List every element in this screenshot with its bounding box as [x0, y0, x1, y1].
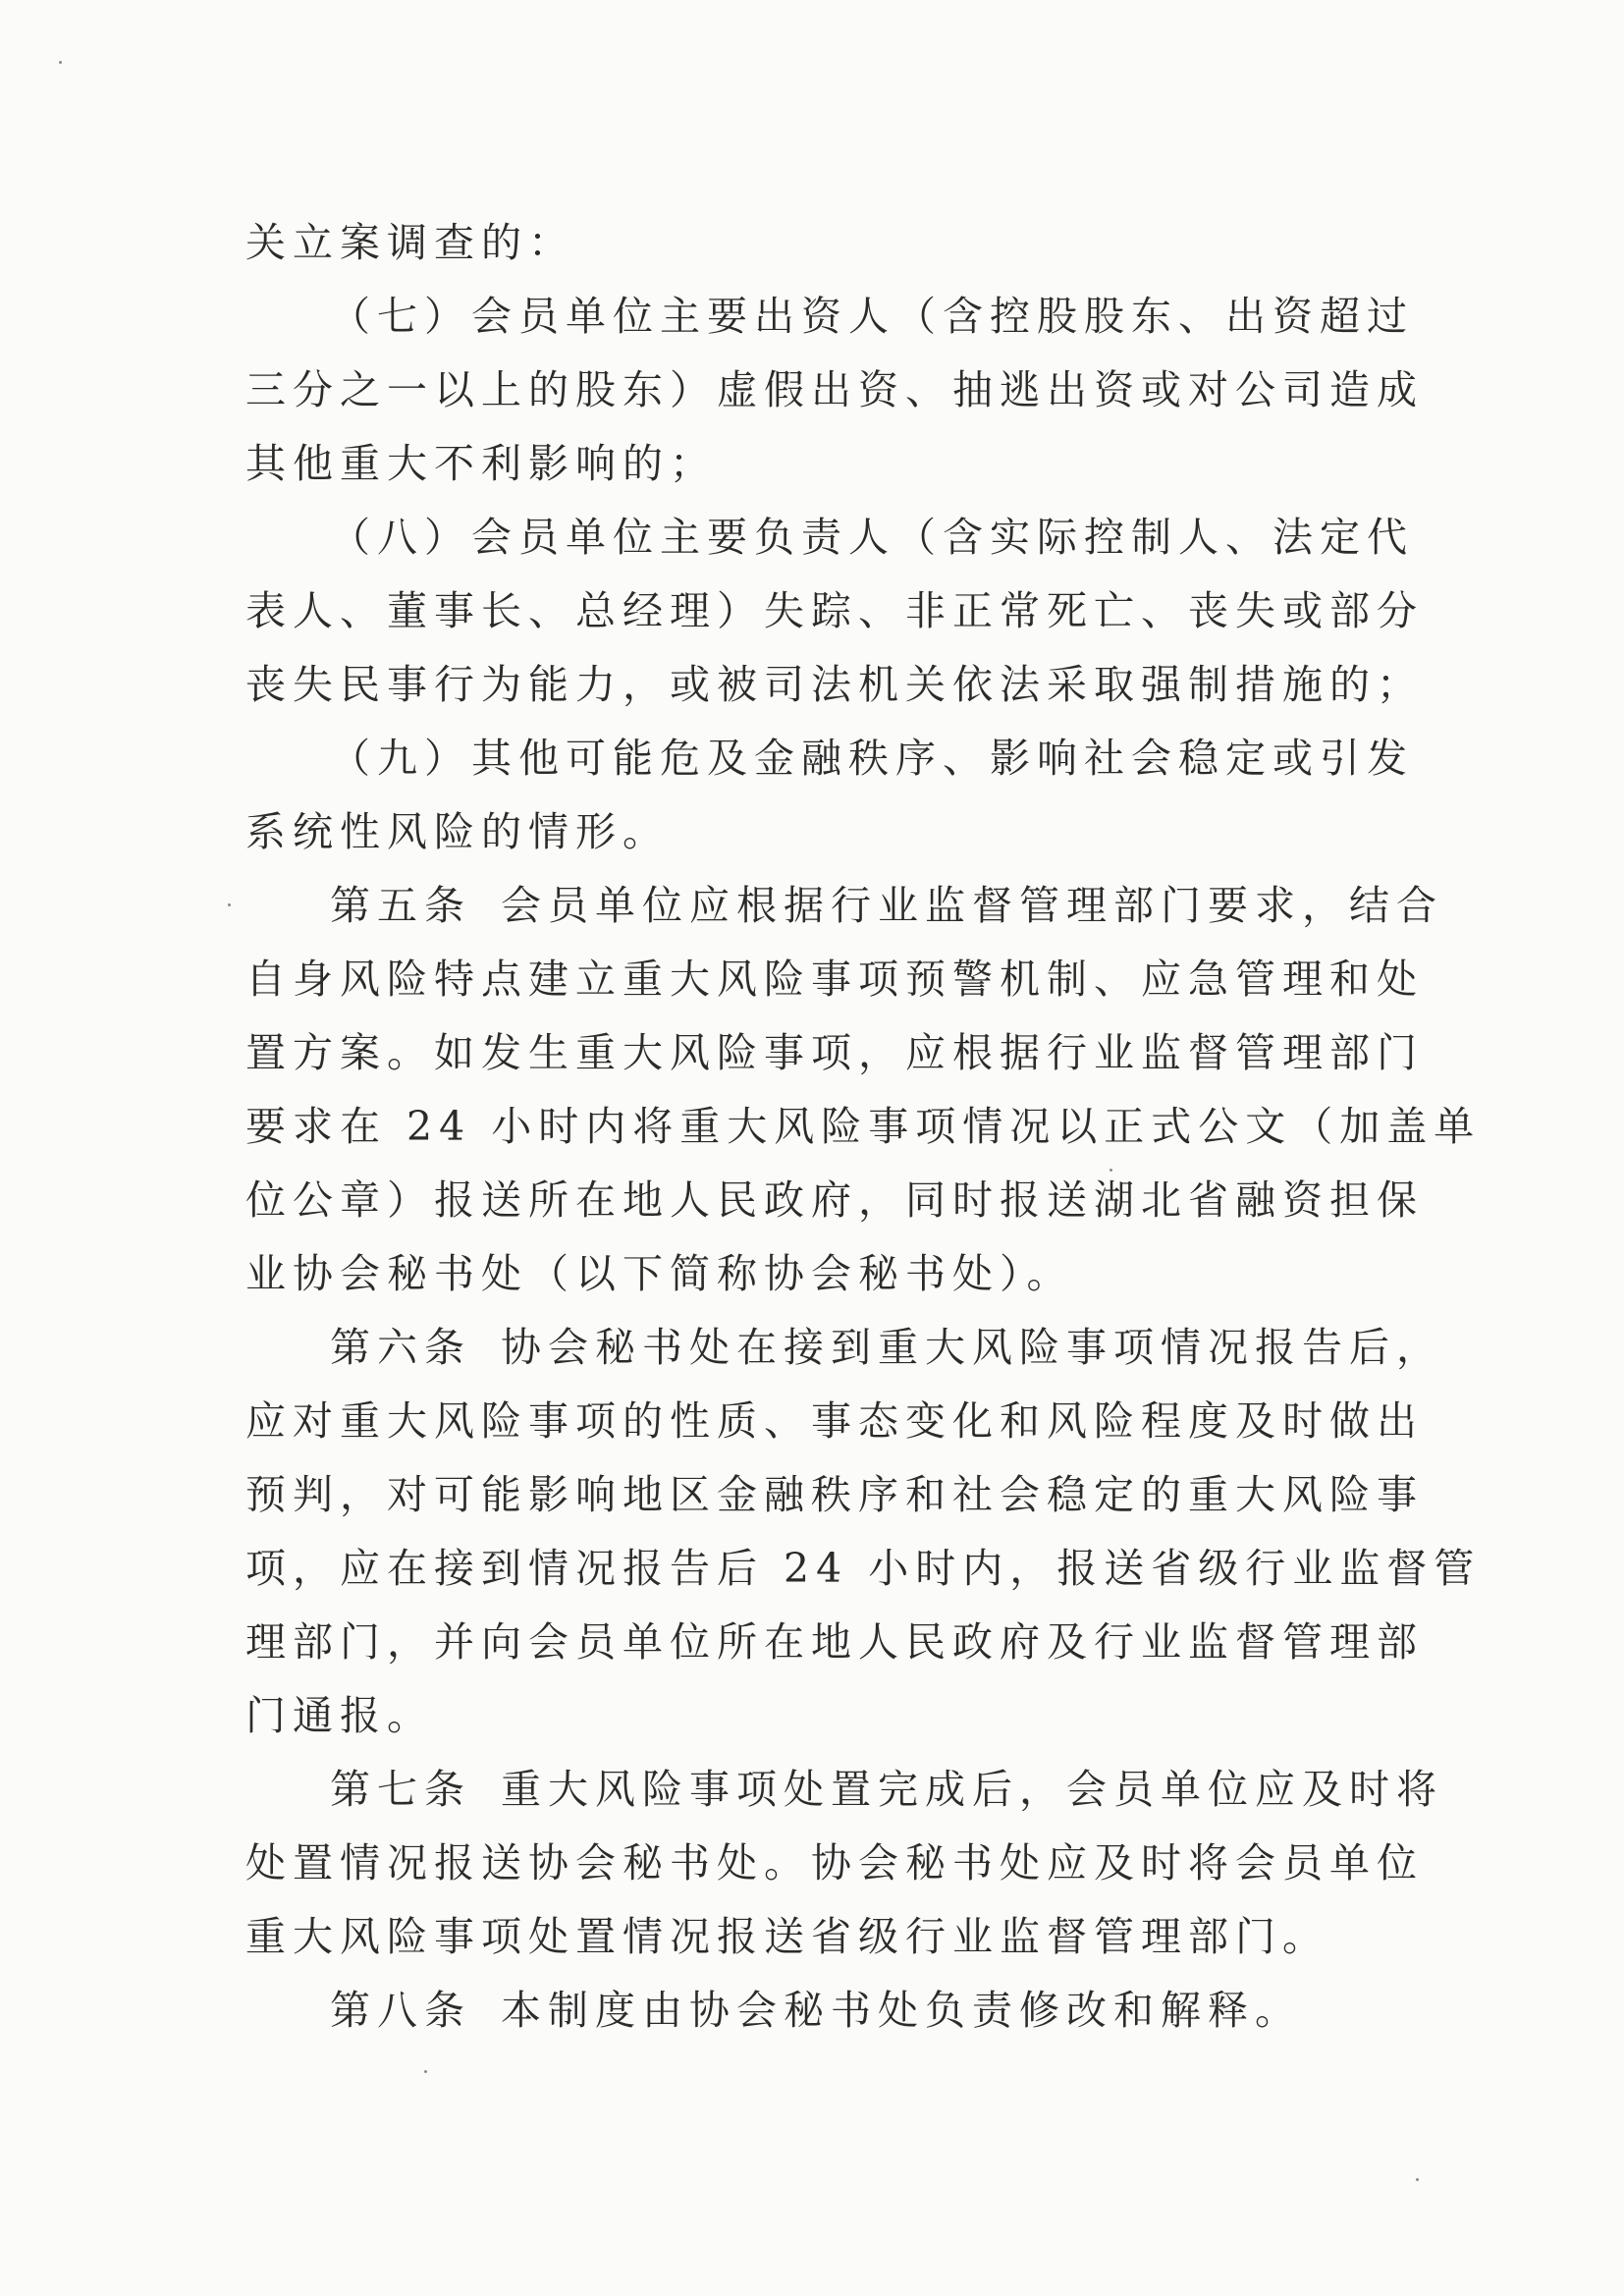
list-item-7 — [245, 280, 1424, 501]
text-line: 三分之一以上的股东）虚假出资、抽逃出资或对公司造成 — [245, 366, 1424, 413]
scan-speck — [1416, 2178, 1419, 2181]
article-first-line — [245, 869, 1443, 943]
article-first-line — [245, 1753, 1443, 1827]
text-line: 丧失民事行为能力，或被司法机关依法采取强制措施的； — [245, 661, 1424, 708]
text-line: 位公章）报送所在地人民政府，同时报送湖北省融资担保 — [245, 1176, 1424, 1224]
text-line: 重大风险事项处置情况报送省级行业监督管理部门。 — [245, 1913, 1329, 1960]
list-item-8 — [245, 501, 1424, 722]
text-line: 关立案调查的： — [245, 219, 575, 266]
text-line: 理部门，并向会员单位所在地人民政府及行业监督管理部 — [245, 1618, 1424, 1666]
article-first-line — [245, 1311, 1443, 1385]
text-segment: 会员单位应根据行业监督管理部门要求，结合 — [501, 882, 1443, 929]
text-line: （七）会员单位主要出资人（含控股股东、出资超过 — [330, 293, 1414, 340]
text-segment: 本制度由协会秘书处负责修改和解释。 — [501, 1987, 1302, 2034]
text-line: 系统性风险的情形。 — [245, 808, 670, 855]
text-line: 要求在 24 小时内将重大风险事项情况以正式公文（加盖单 — [245, 1103, 1482, 1150]
text-line: （九）其他可能危及金融秩序、影响社会稳定或引发 — [330, 735, 1414, 782]
document-body — [245, 206, 1482, 2048]
text-line: 预判，对可能影响地区金融秩序和社会稳定的重大风险事 — [245, 1471, 1424, 1518]
scan-speck — [1110, 1169, 1112, 1172]
article-number: 第六条 — [330, 1324, 471, 1371]
scan-speck — [228, 903, 231, 906]
text-line: 应对重大风险事项的性质、事态变化和风险程度及时做出 — [245, 1397, 1424, 1445]
article-7 — [245, 1753, 1443, 1974]
text-line: 项，应在接到情况报告后 24 小时内，报送省级行业监督管 — [245, 1545, 1482, 1592]
text-line: 门通报。 — [245, 1692, 434, 1739]
text-line: 处置情况报送协会秘书处。协会秘书处应及时将会员单位 — [245, 1839, 1424, 1886]
text-line: 其他重大不利影响的； — [245, 440, 717, 487]
scan-speck — [424, 2070, 427, 2073]
article-6 — [245, 1311, 1482, 1753]
text-line: （八）会员单位主要负责人（含实际控制人、法定代 — [330, 514, 1414, 561]
article-first-line — [245, 1974, 1355, 2048]
article-number: 第七条 — [330, 1766, 471, 1813]
article-8 — [245, 1974, 1355, 2048]
text-line: 表人、董事长、总经理）失踪、非正常死亡、丧失或部分 — [245, 587, 1424, 634]
continuation-paragraph — [245, 206, 1355, 280]
text-segment: 重大风险事项处置完成后，会员单位应及时将 — [501, 1766, 1443, 1813]
list-item-9 — [245, 722, 1414, 869]
text-segment: 协会秘书处在接到重大风险事项情况报告后， — [501, 1324, 1443, 1371]
text-line: 自身风险特点建立重大风险事项预警机制、应急管理和处 — [245, 956, 1424, 1003]
text-line: 业协会秘书处（以下简称协会秘书处）。 — [245, 1250, 1074, 1297]
article-number: 第五条 — [330, 882, 471, 929]
text-line: 置方案。如发生重大风险事项，应根据行业监督管理部门 — [245, 1029, 1424, 1076]
article-5 — [245, 869, 1482, 1311]
scan-speck — [59, 61, 62, 64]
article-number: 第八条 — [330, 1987, 471, 2034]
